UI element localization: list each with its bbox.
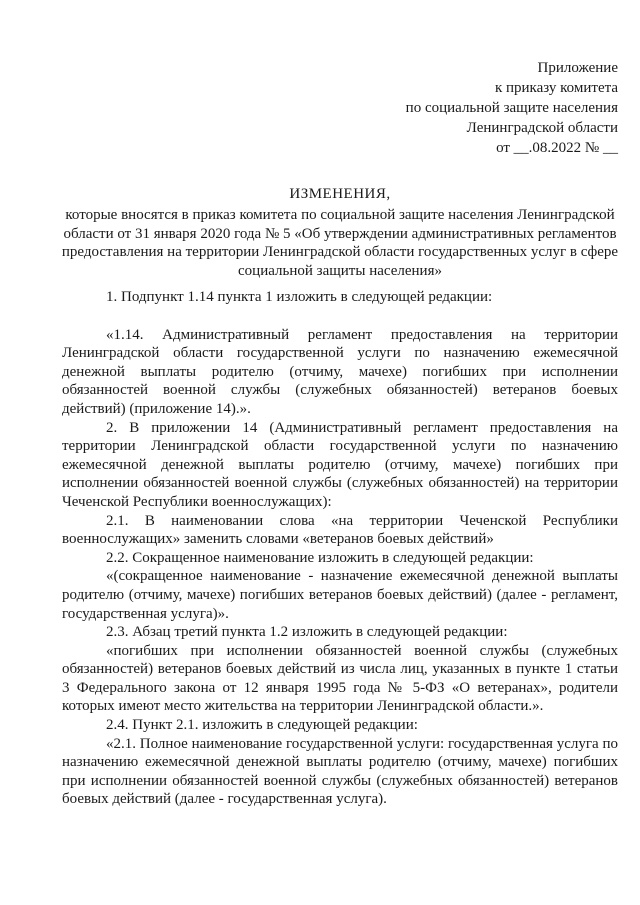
document-subtitle: которые вносятся в приказ комитета по социальной защите населения Ленинградской области от 31 января 2020 года № 5 «Об утверждении административных регламентов предоставления на территории Ленинградской области государственных услуг в сфере социальной защиты населения» <box>61 207 619 279</box>
appendix-line: по социальной защите населения <box>405 100 618 116</box>
title-block <box>60 184 620 280</box>
paragraph: «погибших при исполнении обязанностей военной службы (служебных обязанностей) ветеранов боевых действий из числа лиц, указанных в пункте 1 статьи 3 Федерального закона от 12 января 1995 года № 5-ФЗ «О ветеранах», родители которых имеют место жительства на территории Ленинградской области.». <box>62 642 618 715</box>
paragraph: 1. Подпункт 1.14 пункта 1 изложить в следующей редакции: <box>106 289 493 305</box>
paragraph: «(сокращенное наименование - назначение ежемесячной денежной выплаты родителю (отчиму, мачехе) погибших ветеранов боевых действий) (далее - регламент, государственная услуга)». <box>62 568 618 622</box>
paragraph: 2.1. В наименовании слова «на территории Чеченской Республики военнослужащих» заменить словами «ветеранов боевых действий» <box>62 512 618 548</box>
appendix-line: Ленинградской области <box>466 120 618 136</box>
document-body <box>62 288 618 809</box>
appendix-line: Приложение <box>537 60 618 76</box>
paragraph: 2.2. Сокращенное наименование изложить в следующей редакции: <box>106 549 534 566</box>
paragraph: 2. В приложении 14 (Административный регламент предоставления на территории Ленинградской области государственной услуги по назначению ежемесячной денежной выплаты родителю (отчиму, мачехе) погибших при исполнении обязанностей военной службы (служебных обязанностей) на территории Чеченской Республики военнослужащих): <box>62 419 618 510</box>
appendix-line: от __.08.2022 № __ <box>496 140 618 156</box>
document-title: ИЗМЕНЕНИЯ, <box>289 186 391 202</box>
appendix-line: к приказу комитета <box>494 80 618 96</box>
paragraph: 2.3. Абзац третий пункта 1.2 изложить в следующей редакции: <box>106 624 508 641</box>
appendix-header <box>406 58 618 158</box>
paragraph: «2.1. Полное наименование государственной услуги: государственная услуга по назначению ежемесячной денежной выплаты родителю (отчиму, мачехе) погибших при исполнении обязанностей военной службы (служебных обязанностей) ветеранов боевых действий (далее - государственная услуга). <box>62 735 618 808</box>
paragraph: «1.14. Административный регламент предоставления на территории Ленинградской области государственной услуги по назначению ежемесячной денежной выплаты родителю (отчиму, мачехе) погибших при исполнении обязанностей военной службы (служебных обязанностей) ветеранов боевых действий) (приложение 14).». <box>62 326 618 417</box>
paragraph: 2.4. Пункт 2.1. изложить в следующей редакции: <box>106 717 418 734</box>
